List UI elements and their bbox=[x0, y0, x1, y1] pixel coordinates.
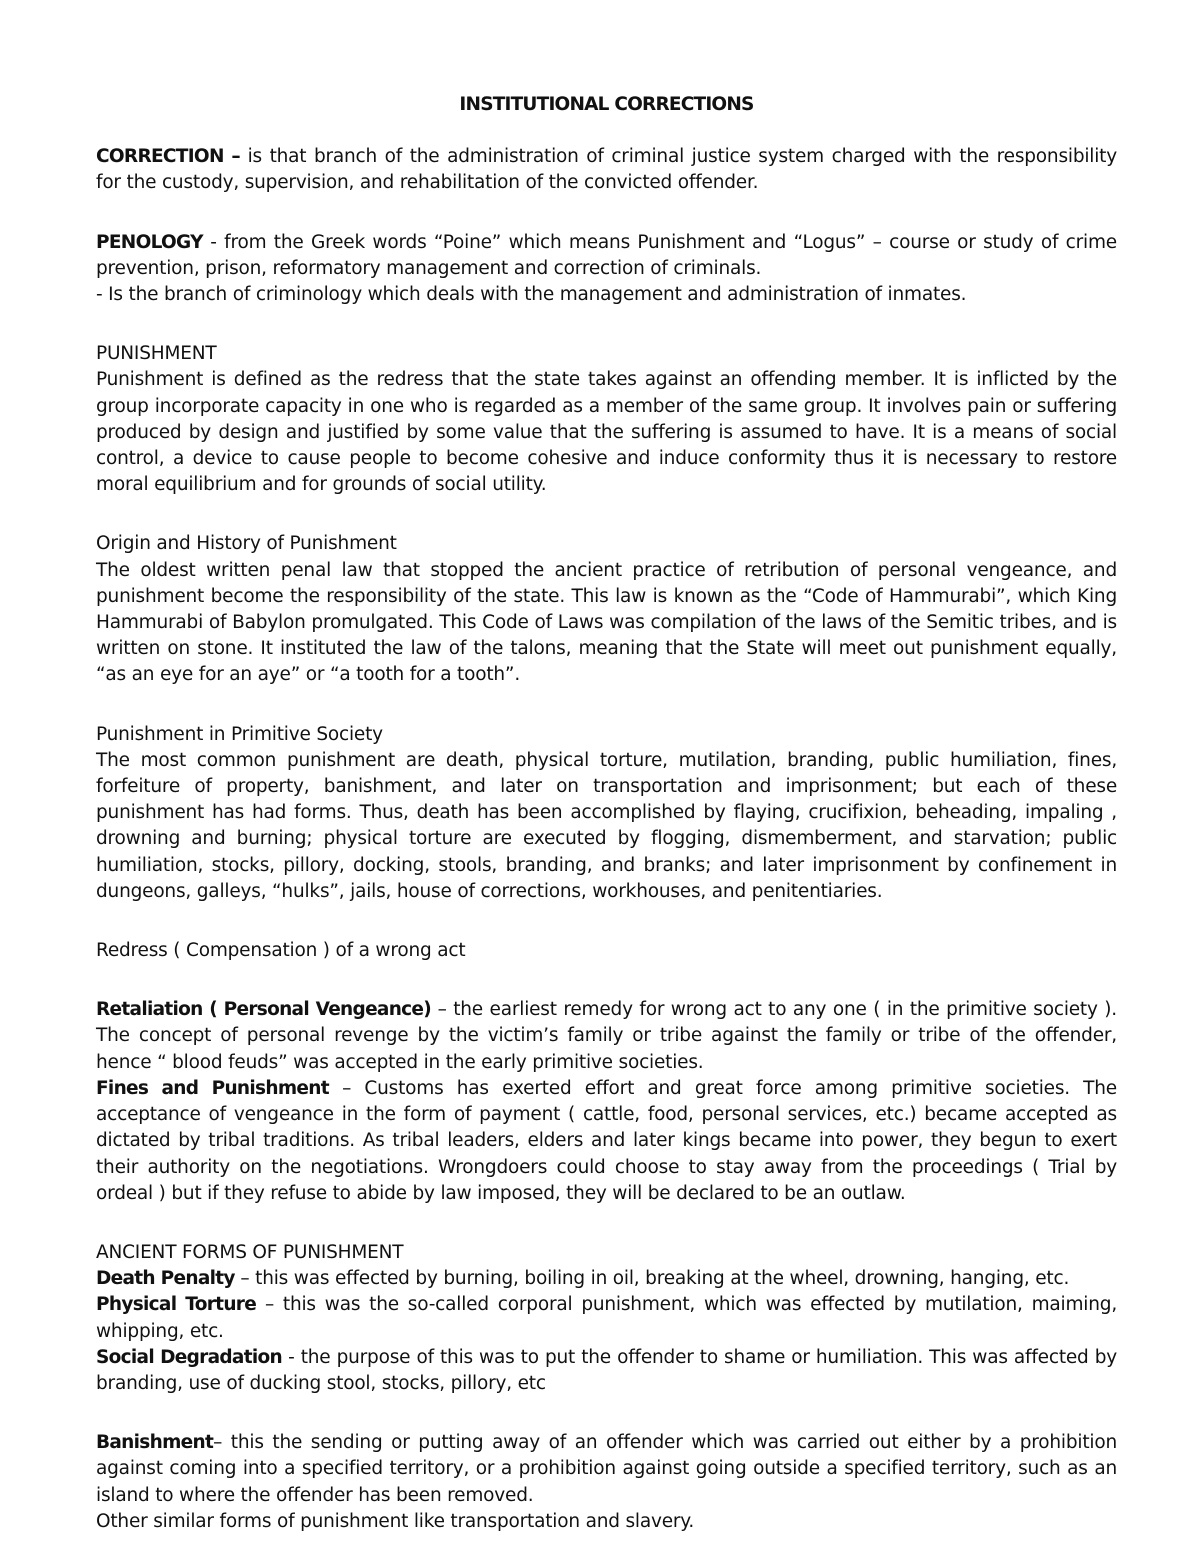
primitive-heading: Punishment in Primitive Society bbox=[96, 723, 383, 745]
document-title: INSTITUTIONAL CORRECTIONS bbox=[459, 94, 754, 115]
redress-heading: Redress ( Compensation ) of a wrong act bbox=[96, 940, 466, 962]
penology-text: - from the Greek words “Poine” which means Punishment and “Logus” – course or study of crime prevention, prison, reformatory management and correction of criminals. bbox=[96, 231, 1117, 279]
social-degradation-text: - the purpose of this was to put the offender to shame or humiliation. This was affected by branding, use of ducking stool, stocks, pillory, etc bbox=[96, 1346, 1118, 1394]
correction-text: is that branch of the administration of criminal justice system charged with the responsibility for the custody, supervision, and rehabilitation of the convicted offender. bbox=[96, 146, 1117, 194]
social-degradation-term: Social Degradation bbox=[96, 1346, 282, 1368]
retaliation-text: – the earliest remedy for wrong act to any one ( in the primitive society ). The concept of personal revenge by the victim’s family or tribe against the family or tribe of the offender, hence “ blood feuds” was accepted in the early primitive societies. bbox=[96, 999, 1117, 1073]
death-penalty-term: Death Penalty bbox=[96, 1268, 235, 1290]
punishment-text: Punishment is defined as the redress that the state takes against an offending member. It is inflicted by the group incorporate capacity in one who is regarded as a member of the same group. It involves pain or suffering produced by design and justified by some value that the suffering is assumed to have. It is a means of social control, a device to cause people to become cohesive and induce conformity thus it is necessary to restore moral equilibrium and for grounds of social utility. bbox=[96, 369, 1117, 496]
retaliation-term: Retaliation ( Personal Vengeance) bbox=[96, 999, 432, 1021]
physical-torture-text: – this was the so-called corporal punishment, which was effected by mutilation, maiming, whipping, etc. bbox=[96, 1294, 1118, 1342]
physical-torture-paragraph bbox=[96, 1292, 1117, 1344]
death-penalty-paragraph bbox=[96, 1266, 1117, 1292]
penology-line-2: - Is the branch of criminology which deals with the management and administration of inmates. bbox=[96, 284, 967, 306]
fines-term: Fines and Punishment bbox=[96, 1077, 329, 1099]
document-page bbox=[96, 92, 1117, 1535]
banishment-term: Banishment bbox=[96, 1432, 214, 1454]
primitive-text: The most common punishment are death, physical torture, mutilation, branding, public humiliation, fines, forfeiture of property, banishment, and later on transportation and imprisonment; but each of these punishment has had forms. Thus, death has been accomplished by flaying, crucifixion, beheading, impaling , drowning and burning; physical torture are executed by flogging, dismemberment, and starvation; public humiliation, stocks, pillory, docking, stools, branding, and branks; and later imprisonment by confinement in dungeons, galleys, “hulks”, jails, house of corrections, workhouses, and penitentiaries. bbox=[96, 749, 1117, 902]
ancient-heading: ANCIENT FORMS OF PUNISHMENT bbox=[96, 1241, 404, 1263]
social-degradation-paragraph bbox=[96, 1345, 1117, 1397]
fines-text: – Customs has exerted effort and great force among primitive societies. The acceptance of vengeance in the form of payment ( cattle, food, personal services, etc.) became accepted as dictated by tribal traditions. As tribal leaders, elders and later kings became into power, they begun to exert their authority on the negotiations. Wrongdoers could choose to stay away from the proceedings ( Trial by ordeal ) but if they refuse to abide by law imposed, they will be declared to be an outlaw. bbox=[96, 1077, 1117, 1204]
origin-text: The oldest written penal law that stopped the ancient practice of retribution of personal vengeance, and punishment become the responsibility of the state. This law is known as the “Code of Hammurabi”, which King Hammurabi of Babylon promulgated. This Code of Laws was compilation of the laws of the Semitic tribes, and is written on stone. It instituted the law of the talons, meaning that the State will meet out punishment equally, “as an eye for an aye” or “a tooth for a tooth”. bbox=[96, 559, 1117, 686]
retaliation-paragraph bbox=[96, 997, 1117, 1076]
correction-term: CORRECTION – bbox=[96, 146, 240, 168]
fines-paragraph bbox=[96, 1076, 1117, 1207]
physical-torture-term: Physical Torture bbox=[96, 1294, 257, 1316]
death-penalty-text: – this was effected by burning, boiling in oil, breaking at the wheel, drowning, hanging, etc. bbox=[234, 1268, 1070, 1290]
penology-definition bbox=[96, 230, 1117, 282]
other-forms-line: Other similar forms of punishment like transportation and slavery. bbox=[96, 1510, 695, 1532]
penology-term: PENOLOGY bbox=[96, 231, 203, 253]
punishment-heading: PUNISHMENT bbox=[96, 343, 217, 365]
origin-heading: Origin and History of Punishment bbox=[96, 533, 397, 555]
banishment-text: – this the sending or putting away of an offender which was carried out either by a prohibition against coming into a specified territory, or a prohibition against going outside a specified territory, such as an island to where the offender has been removed. bbox=[96, 1432, 1117, 1506]
banishment-paragraph bbox=[96, 1430, 1117, 1509]
correction-definition bbox=[96, 144, 1117, 196]
